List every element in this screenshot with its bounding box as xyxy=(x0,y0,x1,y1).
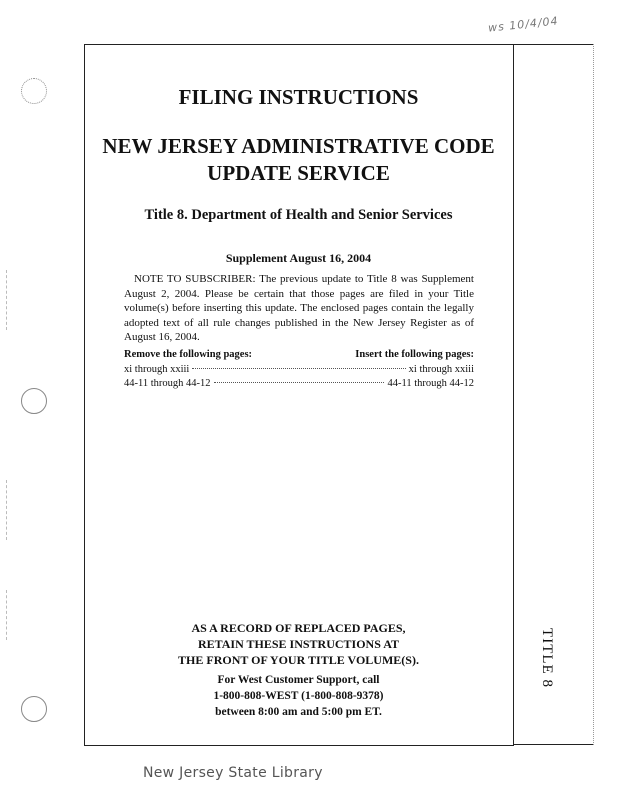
record-line: THE FRONT OF YOUR TITLE VOLUME(S). xyxy=(178,653,419,667)
remove-pages: 44-11 through 44-12 xyxy=(124,378,211,389)
side-edge xyxy=(593,44,594,745)
record-notice xyxy=(84,620,513,668)
record-line: RETAIN THESE INSTRUCTIONS AT xyxy=(197,637,400,651)
page-heading: FILING INSTRUCTIONS xyxy=(178,85,419,109)
support-line: For West Customer Support, call xyxy=(217,674,380,686)
binder-hole xyxy=(21,696,47,722)
remove-header: Remove the following pages: xyxy=(124,349,253,360)
scan-edge-mark xyxy=(6,480,7,540)
pages-table xyxy=(124,349,474,391)
binder-hole xyxy=(21,78,47,104)
scan-edge-mark xyxy=(6,270,7,330)
remove-pages: xi through xxiii xyxy=(124,364,190,375)
supplement-date: Supplement August 16, 2004 xyxy=(225,251,372,265)
library-stamp: New Jersey State Library xyxy=(143,765,323,781)
record-line: AS A RECORD OF REPLACED PAGES, xyxy=(191,621,406,635)
subscriber-note: NOTE TO SUBSCRIBER: The previous update to Title 8 was Supplement August 2, 2004. Please be certain that those pages are filed in your Title volume(s) before inserting this update. The enclosed pages contain the legally adopted text of all rule changes published in the New Jersey Register as of August 16, 2004. xyxy=(124,273,474,343)
dot-leader xyxy=(214,382,385,383)
insert-pages: 44-11 through 44-12 xyxy=(387,378,474,389)
support-line: between 8:00 am and 5:00 pm ET. xyxy=(215,706,382,718)
table-row xyxy=(124,377,474,391)
code-title xyxy=(84,133,513,187)
frame-rule xyxy=(513,44,593,45)
title-tab-label: TITLE 8 xyxy=(539,628,555,688)
code-title-line: UPDATE SERVICE xyxy=(207,161,390,185)
handwritten-note: ws 10/4/04 xyxy=(487,14,560,35)
binder-hole xyxy=(21,388,47,414)
title-line: Title 8. Department of Health and Senior Services xyxy=(144,207,453,223)
support-line: 1-800-808-WEST (1-800-808-9378) xyxy=(213,690,384,702)
insert-pages: xi through xxiii xyxy=(408,364,474,375)
pages-table-header xyxy=(124,349,474,360)
frame-rule xyxy=(513,744,593,745)
scan-edge-mark xyxy=(6,590,7,640)
table-row xyxy=(124,363,474,377)
insert-header: Insert the following pages: xyxy=(355,349,474,360)
support-info xyxy=(84,672,513,720)
dot-leader xyxy=(192,368,405,369)
tab-divider xyxy=(513,44,514,745)
code-title-line: NEW JERSEY ADMINISTRATIVE CODE xyxy=(102,134,495,158)
